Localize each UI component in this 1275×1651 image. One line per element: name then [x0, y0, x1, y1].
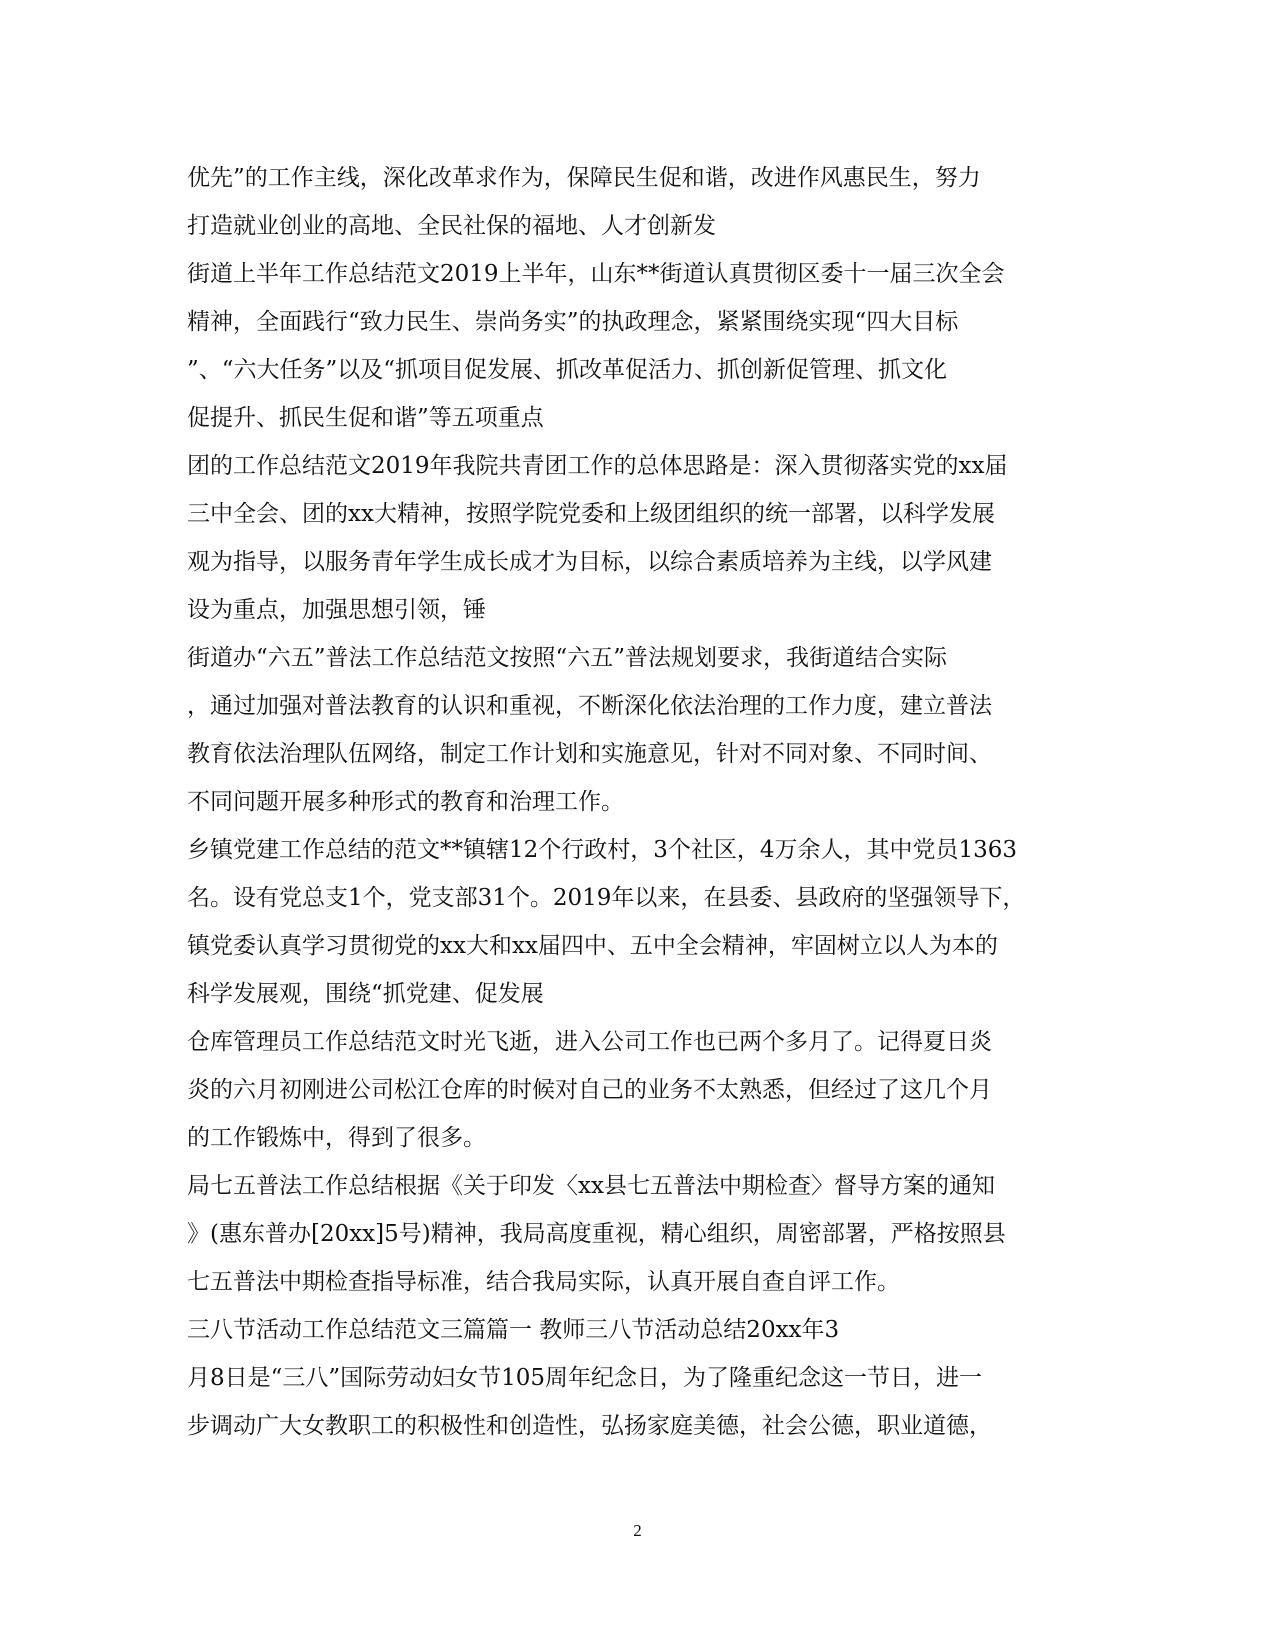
text-line: 七五普法中期检查指导标准，结合我局实际，认真开展自查自评工作。 [187, 1269, 900, 1295]
text-line: 街道办“六五”普法工作总结范文按照“六五”普法规划要求，我街道结合实际 [187, 645, 948, 671]
text-line: ”、“六大任务”以及“抓项目促发展、抓改革促活力、抓创新促管理、抓文化 [187, 357, 948, 383]
text-line: 步调动广大女教职工的积极性和创造性，弘扬家庭美德，社会公德，职业道德， [187, 1413, 992, 1439]
text-line: 团的工作总结范文2019年我院共青团工作的总体思路是：深入贯彻落实党的xx届 [187, 453, 1008, 479]
text-line: 观为指导，以服务青年学生成长成才为目标，以综合素质培养为主线，以学风建 [187, 549, 992, 575]
text-line: 科学发展观，围绕“抓党建、促发展 [187, 981, 544, 1007]
page-number: 2 [633, 1521, 642, 1540]
text-line: 打造就业创业的高地、全民社保的福地、人才创新发 [187, 213, 716, 239]
text-line: 炎的六月初刚进公司松江仓库的时候对自己的业务不太熟悉，但经过了这几个月 [187, 1077, 992, 1103]
text-line: 促提升、抓民生促和谐”等五项重点 [187, 405, 544, 431]
text-line: 设为重点，加强思想引领，锤 [187, 597, 486, 623]
text-line: 三中全会、团的xx大精神，按照学院党委和上级团组织的统一部署，以科学发展 [187, 501, 995, 527]
text-line: ，通过加强对普法教育的认识和重视，不断深化依法治理的工作力度，建立普法 [187, 693, 992, 719]
text-line: 名。设有党总支1个，党支部31个。2019年以来，在县委、县政府的坚强领导下， [187, 885, 1026, 911]
text-line: 的工作锻炼中，得到了很多。 [187, 1125, 486, 1151]
text-line: 街道上半年工作总结范文2019上半年，山东**街道认真贯彻区委十一届三次全会 [187, 261, 1005, 287]
text-line: 镇党委认真学习贯彻党的xx大和xx届四中、五中全会精神，牢固树立以人为本的 [187, 933, 998, 959]
text-line: 》(惠东普办[20xx]5号)精神，我局高度重视，精心组织，周密部署，严格按照县 [187, 1221, 1006, 1247]
text-line: 仓库管理员工作总结范文时光飞逝，进入公司工作也已两个多月了。记得夏日炎 [187, 1029, 992, 1055]
text-line: 精神，全面践行“致力民生、崇尚务实”的执政理念，紧紧围绕实现“四大目标 [187, 309, 959, 335]
text-line: 局七五普法工作总结根据《关于印发〈xx县七五普法中期检查〉督导方案的通知 [187, 1173, 995, 1199]
text-line: 乡镇党建工作总结的范文**镇辖12个行政村，3个社区，4万余人，其中党员1363 [187, 837, 1018, 863]
text-line: 优先”的工作主线，深化改革求作为，保障民生促和谐，改进作风惠民生，努力 [187, 165, 981, 191]
text-line: 月8日是“三八”国际劳动妇女节105周年纪念日，为了隆重纪念这一节日，进一 [187, 1365, 983, 1391]
text-line: 三八节活动工作总结范文三篇篇一 教师三八节活动总结20xx年3 [187, 1317, 840, 1343]
text-line: 教育依法治理队伍网络，制定工作计划和实施意见，针对不同对象、不同时间、 [187, 741, 992, 767]
text-line: 不同问题开展多种形式的教育和治理工作。 [187, 789, 624, 815]
body-text [187, 154, 1029, 1450]
